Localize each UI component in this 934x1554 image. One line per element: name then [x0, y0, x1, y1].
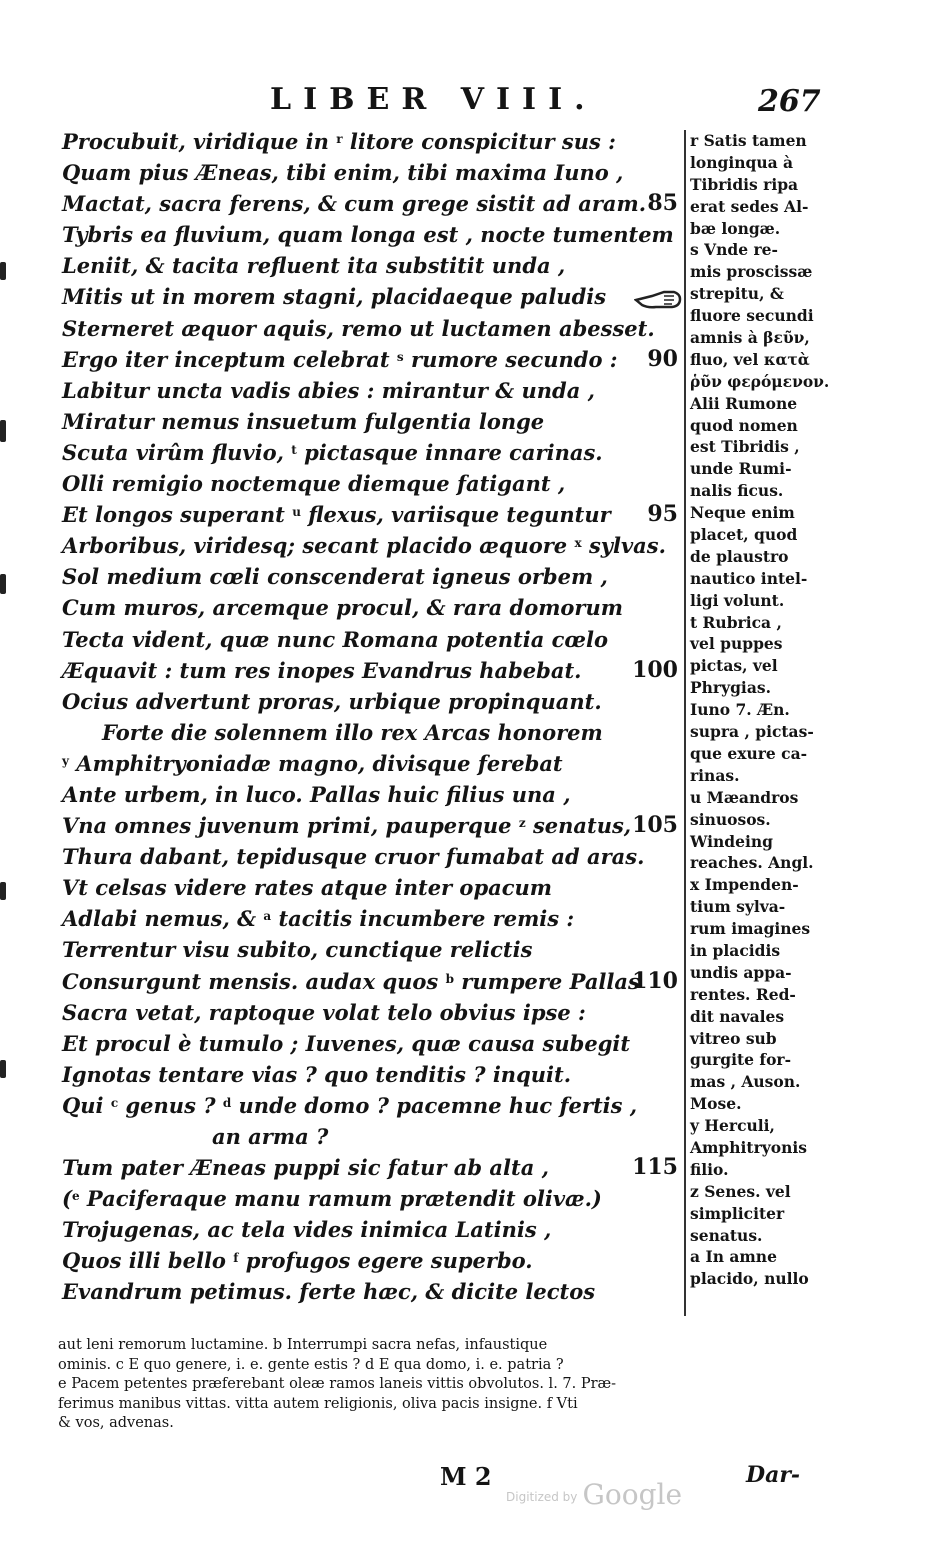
edge-mark [0, 574, 6, 594]
margin-note-line: undis appa- [690, 962, 792, 982]
verse-line [62, 1059, 680, 1090]
line-number: 115 [632, 1154, 678, 1181]
verse-line [62, 157, 680, 188]
verse-line [62, 779, 680, 810]
verse-text: profugos egere superbo. [238, 1248, 533, 1274]
edge-mark [0, 1060, 6, 1078]
footnote-line: aut leni remorum luctamine. b Interrumpi sacra nefas, infaustique [58, 1337, 548, 1353]
margin-note-line: simpliciter [690, 1203, 785, 1223]
verse-text: Scuta virûm fluvio, [62, 439, 292, 465]
verse-text: Sacra vetat, raptoque volat telo obvius ipse : [62, 999, 586, 1025]
margin-note-line: rentes. Red- [690, 984, 796, 1004]
margin-note-line: r Satis tamen [690, 131, 807, 150]
verse-text: Ante urbem, in luco. Pallas huic filius una , [62, 781, 571, 807]
verse-text: Procubuit, viridique in [62, 129, 337, 154]
verse-text: Ergo iter inceptum celebrat [62, 346, 397, 372]
margin-note-line: Mose. [690, 1094, 742, 1114]
verse-text: senatus, [525, 813, 632, 839]
note-reference: s [396, 349, 404, 364]
verse-text: tacitis incumbere remis : [271, 906, 575, 932]
verse-text: an arma ? [212, 1124, 329, 1149]
verse-text: Ignotas tentare vias ? quo tenditis ? inquit. [62, 1061, 572, 1087]
verse-text: Amphitryoniadæ magno, divisque ferebat [68, 750, 563, 776]
verse-text: Vna omnes juvenum primi, pauperque [62, 813, 519, 839]
line-number: 95 [647, 501, 678, 528]
margin-note-line: tium sylva- [690, 897, 786, 917]
margin-note-line: sinuosos. [690, 809, 771, 829]
verse-line [62, 344, 680, 375]
verse-text: Miratur nemus insuetum fulgentia longe [62, 408, 545, 434]
verse-text: Et longos superant [62, 502, 293, 528]
margin-note-line: vitreo sub [690, 1028, 777, 1048]
margin-note-line: mas , Auson. [690, 1072, 801, 1092]
verse-column [62, 126, 680, 1308]
margin-note-line: bæ longæ. [690, 218, 781, 238]
note-reference: e [71, 1189, 80, 1204]
verse-line [62, 997, 680, 1028]
margin-note-line: in placidis [690, 940, 781, 960]
verse-text: Arboribus, viridesq; secant placido æquore [62, 533, 575, 559]
verse-text: sylvas. [581, 533, 666, 559]
verse-text: Leniit, & tacita refluent ita substitit unda , [62, 253, 566, 279]
verse-line [62, 281, 680, 312]
digitization-watermark [506, 1478, 682, 1511]
margin-note-line: vel puppes [690, 634, 783, 654]
note-reference: z [518, 816, 526, 831]
verse-text: flexus, variisque teguntur [300, 502, 611, 528]
footnote-line: & vos, advenas. [58, 1415, 174, 1432]
verse-text: Consurgunt mensis. audax quos [62, 968, 446, 994]
verse-text: Vt celsas videre rates atque inter opacum [62, 875, 553, 901]
verse-text: Tybris ea fluvium, quam longa est , nocte tumentem [62, 222, 674, 248]
margin-note-line: rinas. [690, 765, 740, 785]
margin-note-line: fluo, vel κατὰ [690, 349, 810, 369]
verse-line [62, 748, 680, 779]
verse-line [62, 1183, 680, 1214]
verse-text: Tecta vident, quæ nunc Romana potentia cœlo [62, 626, 608, 652]
verse-text: Evandrum petimus. ferte hæc, & dicite lectos [62, 1279, 596, 1305]
margin-note-line: Phrygias. [690, 678, 771, 698]
note-reference: y [62, 753, 69, 768]
verse-text: Paciferaque manu ramum prætendit olivæ.) [79, 1186, 602, 1212]
line-number: 100 [632, 656, 678, 683]
verse-line [62, 1028, 680, 1059]
margin-note-line: senatus. [690, 1225, 763, 1245]
margin-note-line: reaches. Angl. [690, 853, 814, 873]
verse-text: Olli remigio noctemque diemque fatigant , [62, 471, 566, 497]
margin-note-line: quod nomen [690, 415, 798, 435]
verse-text: Ocius advertunt proras, urbique propinquant. [62, 688, 602, 714]
footnote-line: ferimus manibus vittas. vitta autem religionis, oliva pacis insigne. f Vti [58, 1395, 578, 1412]
verse-line [62, 1152, 680, 1183]
margin-note-line: placet, quod [690, 525, 798, 545]
verse-line [62, 717, 680, 748]
note-reference: x [574, 536, 582, 551]
margin-note-line: Neque enim [690, 503, 795, 523]
verse-text: Sol medium cœli conscenderat igneus orbem , [62, 564, 608, 590]
verse-line [62, 313, 680, 344]
line-number: 90 [647, 345, 678, 372]
signature-mark: M 2 [440, 1462, 492, 1491]
verse-line [62, 592, 680, 623]
verse-line [62, 1090, 680, 1121]
verse-line [62, 437, 680, 468]
margin-note-line: strepitu, & [690, 284, 784, 304]
watermark-logo: Google [582, 1478, 683, 1511]
verse-text: rumore secundo : [403, 346, 618, 372]
edge-mark [0, 420, 6, 442]
verse-line [62, 375, 680, 406]
margin-note-line: Alii Rumone [690, 393, 798, 413]
margin-note-line: ῥῦν φερόμενον. [690, 371, 830, 391]
verse-line [62, 468, 680, 499]
footnote-line: ominis. c E quo genere, i. e. gente estis ? d E qua domo, i. e. patria ? [58, 1356, 564, 1373]
margin-note-line: s Vnde re- [690, 240, 778, 260]
edge-mark [0, 262, 6, 280]
verse-text: Æquavit : tum res inopes Evandrus habebat. [62, 657, 582, 683]
margin-note-line: Tibridis ripa [690, 174, 799, 194]
note-reference: c [110, 1095, 119, 1110]
margin-note-line: filio. [690, 1159, 729, 1179]
verse-text: Sterneret æquor aquis, remo ut luctamen abesset. [62, 315, 655, 341]
margin-note-line: Iuno 7. Æn. [690, 700, 790, 720]
margin-note-line: que exure ca- [690, 743, 808, 763]
verse-line [62, 1276, 680, 1307]
margin-note-line: amnis à βεῦν, [690, 328, 810, 348]
margin-note-line: Amphitryonis [690, 1137, 807, 1157]
verse-text: litore conspicitur sus : [342, 129, 616, 154]
verse-text: Terrentur visu subito, cunctique relictis [62, 937, 533, 963]
verse-line [62, 934, 680, 965]
margin-note-line: de plaustro [690, 546, 789, 566]
verse-text: Tum pater Æneas puppi sic fatur ab alta , [62, 1155, 549, 1181]
verse-text: Et procul è tumulo ; Iuvenes, quæ causa subegit [62, 1030, 631, 1056]
verse-line [62, 966, 680, 997]
verse-text: unde domo ? pacemne huc fertis , [231, 1092, 638, 1118]
edge-mark [0, 882, 6, 900]
margin-note-line: rum imagines [690, 919, 811, 939]
margin-rule [684, 130, 686, 1316]
verse-text: Mactat, sacra ferens, & cum grege sistit ad aram. [62, 191, 647, 217]
verse-text: ( [62, 1186, 72, 1212]
margin-note-line: nalis ficus. [690, 481, 784, 501]
verse-text: Labitur uncta vadis abies : mirantur & unda , [62, 377, 595, 403]
line-number: 105 [632, 812, 678, 839]
margin-note-line: fluore secundi [690, 306, 814, 326]
verse-text: Cum muros, arcemque procul, & rara domorum [62, 595, 623, 621]
verse-text: Quam pius Æneas, tibi enim, tibi maxima Iuno , [62, 160, 624, 186]
margin-notes [690, 130, 840, 1290]
note-reference: d [222, 1095, 232, 1110]
margin-note-line: dit navales [690, 1006, 785, 1026]
line-number: 85 [647, 190, 678, 217]
verse-line [62, 624, 680, 655]
note-reference: b [445, 971, 454, 986]
verse-line [62, 530, 680, 561]
verse-line [62, 406, 680, 437]
page-number: 267 [758, 84, 821, 119]
verse-line [62, 250, 680, 281]
verse-line [62, 655, 680, 686]
margin-note-line: longinqua à [690, 152, 794, 172]
margin-note-line: ligi volunt. [690, 590, 785, 610]
note-reference: t [291, 442, 297, 457]
note-reference: f [233, 1251, 239, 1266]
margin-note-line: u Mæandros [690, 787, 799, 807]
verse-text: Qui [62, 1092, 111, 1118]
verse-line [62, 219, 680, 250]
verse-text: Trojugenas, ac tela vides inimica Latinis , [62, 1217, 552, 1243]
verse-line [62, 1214, 680, 1245]
verse-line [62, 499, 680, 530]
margin-note-line: Windeing [690, 831, 773, 851]
verse-text: rumpere Pallas [453, 968, 640, 994]
catchword: Dar- [746, 1462, 801, 1488]
margin-note-line: erat sedes Al- [690, 196, 809, 216]
verse-line [62, 841, 680, 872]
note-reference: u [292, 505, 301, 520]
verse-line [62, 1121, 680, 1152]
verse-text: Quos illi bello [62, 1248, 234, 1274]
margin-note-line: supra , pictas- [690, 722, 814, 742]
margin-note-line: a In amne [690, 1247, 777, 1267]
line-number: 110 [632, 967, 678, 994]
verse-line [62, 1245, 680, 1276]
verse-line [62, 126, 680, 157]
note-reference: r [336, 132, 343, 146]
margin-note-line: unde Rumi- [690, 459, 792, 479]
margin-note-line: nautico intel- [690, 568, 808, 588]
margin-note-line: y Herculi, [690, 1116, 775, 1136]
margin-note-line: est Tibridis , [690, 437, 800, 457]
verse-text: pictasque innare carinas. [296, 439, 603, 465]
verse-line [62, 686, 680, 717]
margin-note-line: pictas, vel [690, 656, 778, 676]
margin-note-line: placido, nullo [690, 1269, 809, 1289]
verse-text: Adlabi nemus, & [62, 906, 264, 932]
margin-note-line: z Senes. vel [690, 1181, 791, 1201]
verse-line [62, 561, 680, 592]
footnotes [58, 1336, 828, 1434]
verse-text: Forte die solennem illo rex Arcas honorem [102, 719, 603, 745]
verse-line [62, 810, 680, 841]
verse-text: genus ? [118, 1092, 223, 1118]
note-reference: a [263, 909, 272, 924]
margin-note-line: x Impenden- [690, 875, 799, 895]
running-title: LIBER VIII. [270, 82, 597, 117]
pointing-hand-icon [634, 286, 682, 312]
verse-line [62, 872, 680, 903]
margin-note-line: mis proscissæ [690, 262, 813, 282]
margin-note-line: gurgite for- [690, 1050, 792, 1070]
footnote-line: e Pacem petentes præferebant oleæ ramos laneis vittis obvolutos. l. 7. Præ- [58, 1376, 617, 1393]
verse-text: Mitis ut in morem stagni, placidaeque paludis [62, 284, 607, 310]
verse-line [62, 903, 680, 934]
watermark-prefix: Digitized by [506, 1490, 578, 1504]
margin-note-line: t Rubrica , [690, 612, 782, 632]
verse-text: Thura dabant, tepidusque cruor fumabat ad aras. [62, 844, 645, 870]
verse-line [62, 188, 680, 219]
